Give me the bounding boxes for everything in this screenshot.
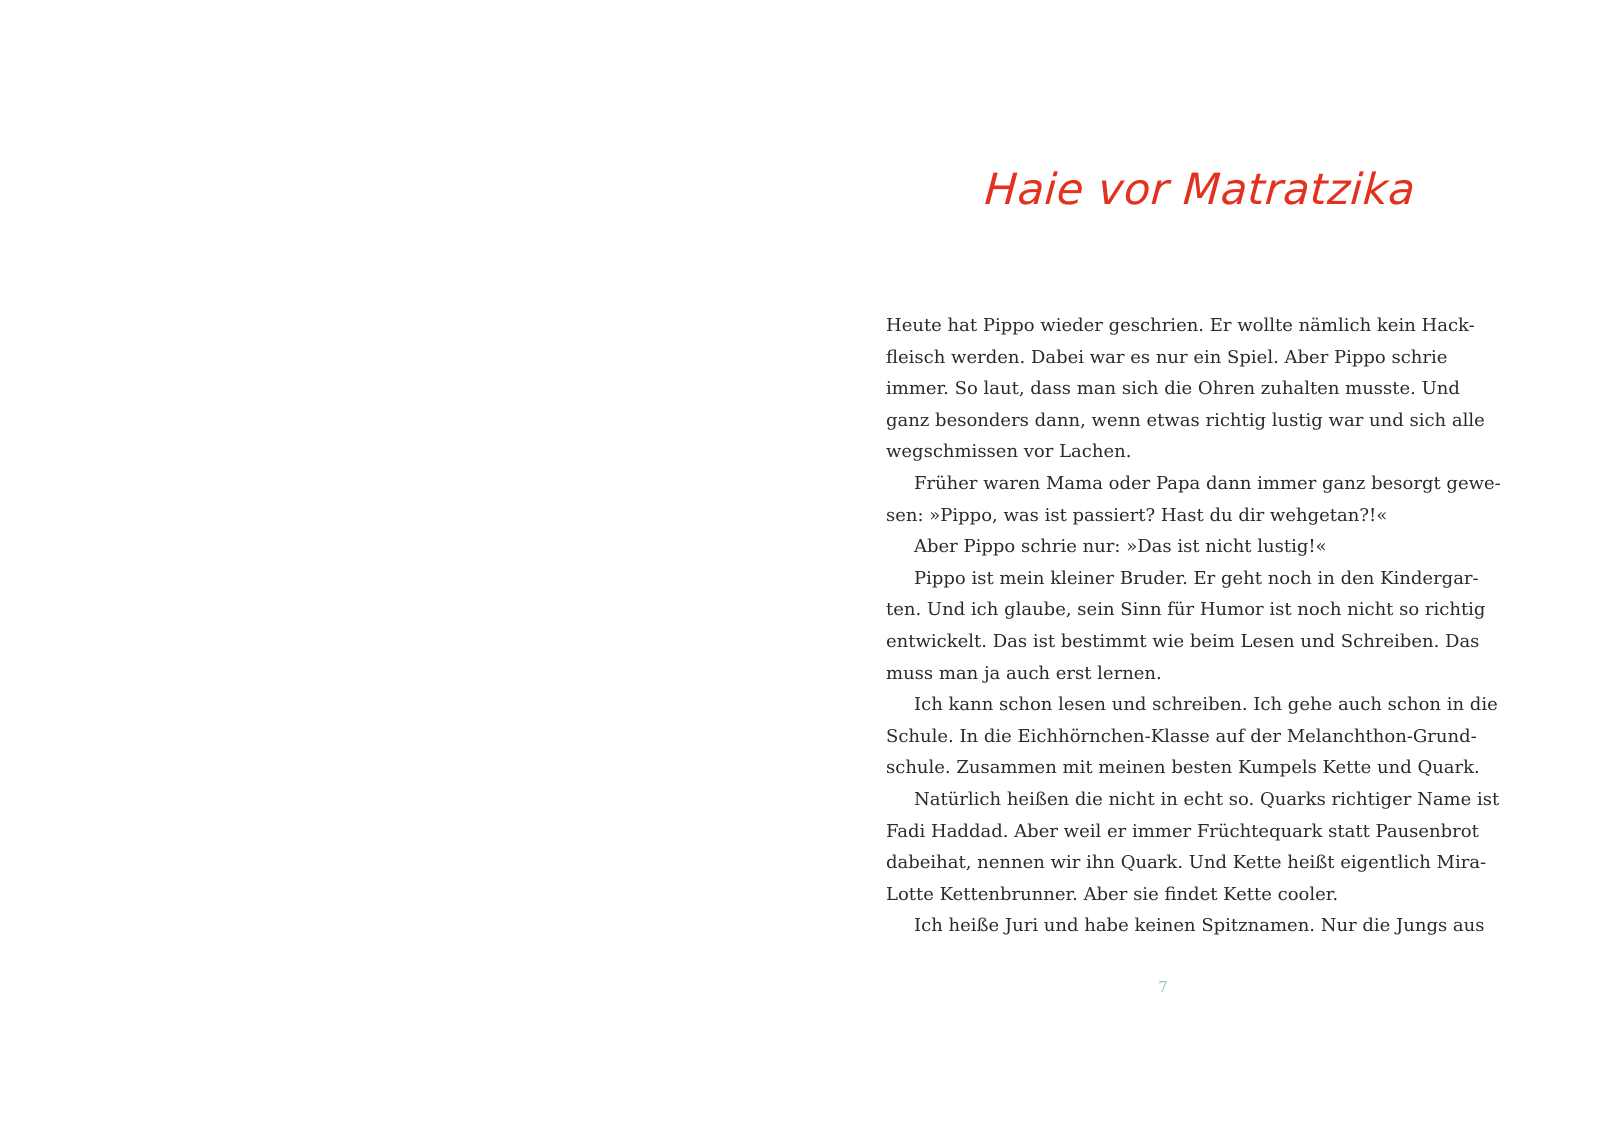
- text-line: Aber Pippo schrie nur: »Das ist nicht lustig!«: [914, 536, 1327, 558]
- text-line: schule. Zusammen mit meinen besten Kumpels Kette und Quark.: [886, 757, 1480, 779]
- text-line: muss man ja auch erst lernen.: [886, 662, 1162, 684]
- chapter-title: Haie vor Matratzika: [983, 165, 1418, 215]
- text-line: Ich heiße Juri und habe keinen Spitznamen. Nur die Jungs aus: [914, 915, 1485, 937]
- text-line: wegschmissen vor Lachen.: [886, 441, 1132, 463]
- text-line: fleisch werden. Dabei war es nur ein Spiel. Aber Pippo schrie: [886, 346, 1448, 368]
- text-line: Fadi Haddad. Aber weil er immer Früchtequark statt Pausenbrot: [886, 820, 1479, 842]
- text-line: sen: »Pippo, was ist passiert? Hast du dir wehgetan?!«: [886, 504, 1388, 526]
- right-page: [800, 0, 1600, 1129]
- text-line: Früher waren Mama oder Papa dann immer ganz besorgt gewe-: [914, 472, 1501, 494]
- text-line: Pippo ist mein kleiner Bruder. Er geht noch in den Kindergar-: [914, 567, 1479, 589]
- text-line: ganz besonders dann, wenn etwas richtig lustig war und sich alle: [886, 409, 1485, 431]
- body-text: [886, 310, 1501, 942]
- text-line: Schule. In die Eichhörnchen-Klasse auf der Melanchthon-Grund-: [886, 725, 1477, 747]
- text-line: Ich kann schon lesen und schreiben. Ich gehe auch schon in die: [914, 694, 1498, 716]
- text-line: Lotte Kettenbrunner. Aber sie findet Kette cooler.: [886, 883, 1339, 905]
- text-line: Heute hat Pippo wieder geschrien. Er wollte nämlich kein Hack-: [886, 315, 1475, 336]
- text-line: ten. Und ich glaube, sein Sinn für Humor ist noch nicht so richtig: [886, 599, 1486, 621]
- text-line: Natürlich heißen die nicht in echt so. Quarks richtiger Name ist: [914, 788, 1500, 810]
- text-line: dabeihat, nennen wir ihn Quark. Und Kette heißt eigentlich Mira-: [886, 852, 1487, 874]
- text-line: immer. So laut, dass man sich die Ohren zuhalten musste. Und: [886, 378, 1460, 400]
- text-line: entwickelt. Das ist bestimmt wie beim Lesen und Schreiben. Das: [886, 630, 1480, 652]
- page-number: 7: [1158, 978, 1168, 996]
